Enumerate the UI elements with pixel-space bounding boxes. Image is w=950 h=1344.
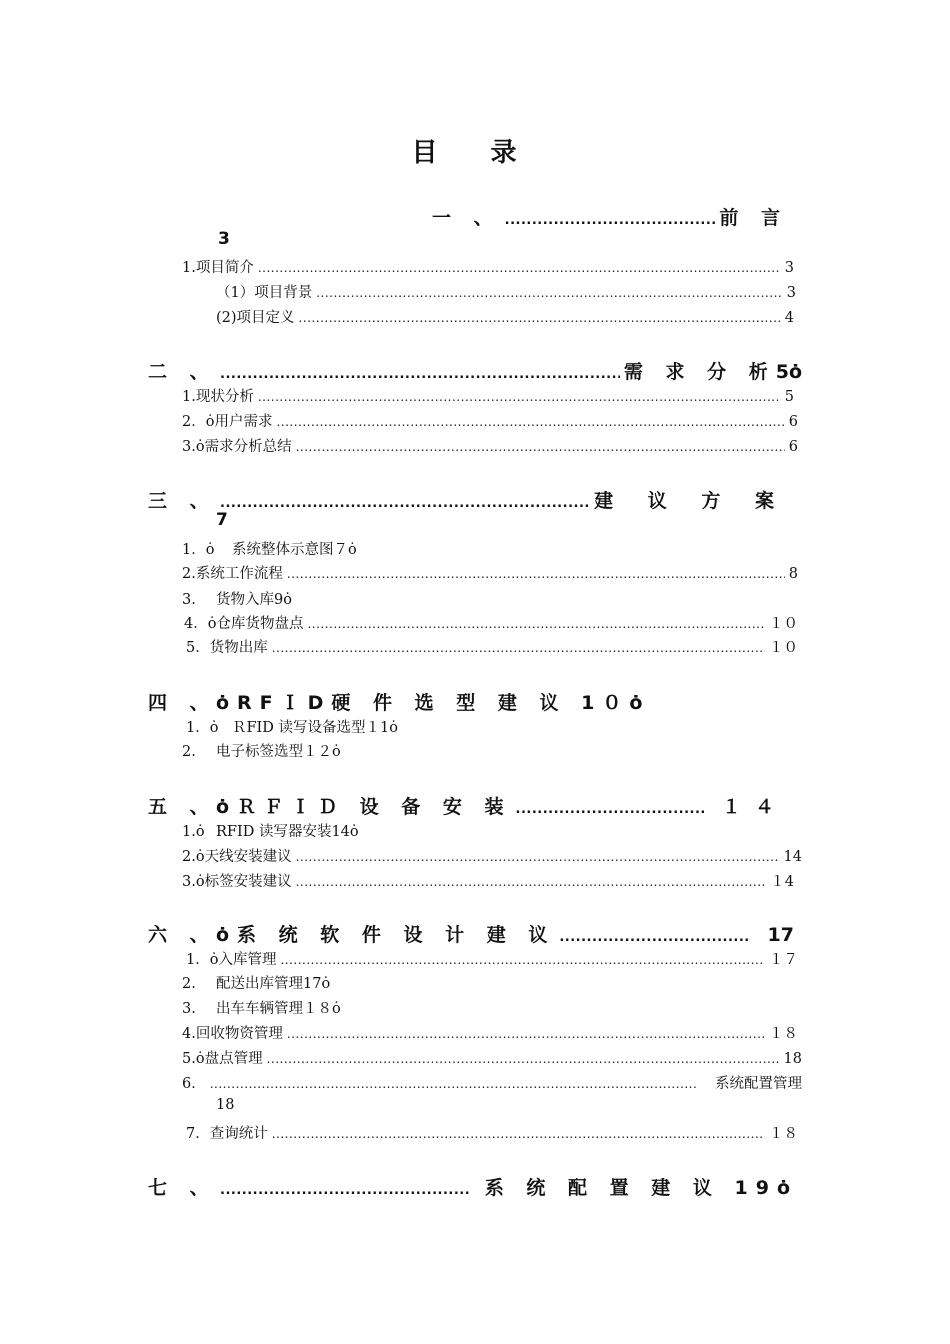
- item-page: １4: [770, 874, 794, 890]
- section-number: 三 、: [148, 490, 217, 512]
- dot-leader: [272, 640, 765, 656]
- item-number: 6．: [182, 1076, 206, 1092]
- toc-item[interactable]: [182, 385, 794, 406]
- item-number: 2.: [182, 566, 196, 582]
- section-title: ȯRFＩD硬 件 选 型 建 议 1０ȯ: [216, 692, 651, 714]
- toc-item[interactable]: [182, 1072, 802, 1093]
- item-page: 18: [216, 1097, 235, 1113]
- section-title: 需 求 分 析: [623, 361, 776, 383]
- section-number: 六 、: [148, 924, 217, 946]
- dot-leader: [210, 1076, 697, 1092]
- item-title: 出车车辆管理１８ȯ: [216, 1001, 341, 1017]
- dot-leader: [258, 389, 781, 405]
- item-page: 18: [783, 1051, 802, 1067]
- section-page: １４: [721, 796, 788, 818]
- dot-leader: [307, 616, 765, 632]
- item-page: 4: [784, 310, 794, 326]
- item-number: 1．ȯ: [186, 952, 219, 968]
- item-title: 需求分析总结: [204, 439, 292, 455]
- item-title: 货物出库: [209, 640, 268, 656]
- toc-item[interactable]: [216, 281, 796, 302]
- toc-item[interactable]: [182, 845, 802, 866]
- item-title: 回收物资管理: [195, 1026, 283, 1042]
- toc-item[interactable]: [184, 612, 798, 633]
- toc-section-4[interactable]: [148, 688, 650, 715]
- item-title: 现状分析: [195, 389, 254, 405]
- toc-item[interactable]: [186, 636, 798, 657]
- toc-item[interactable]: [182, 588, 292, 609]
- item-page: 6: [788, 439, 798, 455]
- item-number: 1.: [182, 389, 196, 405]
- section-title: 建 议 方 案: [594, 490, 788, 512]
- item-number: 1．ȯ: [182, 542, 215, 558]
- section-page: 3: [218, 229, 230, 249]
- toc-item[interactable]: [182, 1047, 802, 1068]
- toc-item[interactable]: [182, 820, 359, 841]
- dot-leader: [296, 439, 785, 455]
- item-title: 配送出库管理17ȯ: [216, 976, 331, 992]
- item-number: 5.ȯ: [182, 1051, 205, 1067]
- dot-leader: [280, 952, 765, 968]
- item-title: 仓库货物盘点: [216, 616, 304, 632]
- section-number: 四 、: [148, 692, 217, 714]
- item-number: 2.ȯ: [182, 849, 205, 865]
- toc-item[interactable]: [182, 256, 794, 277]
- toc-item[interactable]: [182, 562, 798, 583]
- section-page: 17: [767, 924, 794, 946]
- item-number: 7．: [186, 1126, 210, 1142]
- item-page: 8: [788, 566, 798, 582]
- dot-leader: [287, 1026, 765, 1042]
- item-title: 货物入库9ȯ: [216, 592, 292, 608]
- item-page: １８: [769, 1126, 798, 1142]
- item-title: 项目定义: [236, 310, 295, 326]
- item-title: 标签安装建议: [204, 874, 292, 890]
- toc-item[interactable]: [186, 948, 798, 969]
- item-number: 1．ȯ: [186, 720, 219, 736]
- item-title: 入库管理: [218, 952, 277, 968]
- item-number: 3.: [182, 592, 196, 608]
- item-title: 项目简介: [195, 260, 254, 276]
- dot-leader: [267, 1051, 780, 1067]
- item-page: 6: [788, 414, 798, 430]
- toc-item[interactable]: [182, 740, 341, 761]
- item-number: 4.: [182, 1026, 196, 1042]
- item-title: RFID 读写器安装14ȯ: [216, 824, 359, 840]
- item-number: 1.: [182, 260, 196, 276]
- item-number: 3.ȯ: [182, 874, 205, 890]
- item-number: （1）: [216, 285, 255, 301]
- item-number: 2.: [182, 744, 196, 760]
- item-page: 3: [784, 260, 794, 276]
- toc-item[interactable]: [186, 716, 398, 737]
- item-title: 项目背景: [254, 285, 313, 301]
- item-title: 用户需求: [214, 414, 273, 430]
- item-number: 3.: [182, 1001, 196, 1017]
- item-number: 3.ȯ: [182, 439, 205, 455]
- toc-section-3[interactable]: [148, 486, 788, 513]
- toc-item[interactable]: [182, 435, 798, 456]
- item-number: 4．ȯ: [184, 616, 217, 632]
- dot-leader: [316, 285, 783, 301]
- toc-item[interactable]: [186, 1122, 798, 1143]
- toc-section-5[interactable]: [148, 792, 788, 819]
- item-page: １８: [769, 1026, 798, 1042]
- toc-item[interactable]: [182, 870, 794, 891]
- item-number: 1.ȯ: [182, 824, 205, 840]
- item-page: １０: [769, 616, 798, 632]
- item-title: 系统工作流程: [195, 566, 283, 582]
- toc-item[interactable]: [182, 997, 341, 1018]
- section-page: 7: [216, 510, 228, 530]
- item-number: 2．ȯ: [182, 414, 215, 430]
- section-page: 5ȯ: [775, 361, 802, 383]
- page-title: 目 录: [411, 138, 539, 168]
- item-number: 5．: [186, 640, 210, 656]
- dot-leader: [272, 1126, 765, 1142]
- toc-item[interactable]: [182, 538, 357, 559]
- dot-leader: [220, 490, 590, 512]
- item-title: 系统整体示意图７ȯ: [232, 542, 357, 558]
- dot-leader: [516, 796, 704, 818]
- dot-leader: [296, 849, 780, 865]
- toc-item[interactable]: [182, 410, 798, 431]
- toc-item[interactable]: [216, 306, 794, 327]
- item-title: 天线安装建议: [204, 849, 292, 865]
- item-page: １０: [769, 640, 798, 656]
- item-title: 电子标签选型１２ȯ: [216, 744, 341, 760]
- section-number: 二 、: [148, 361, 217, 383]
- toc-item[interactable]: [182, 1022, 798, 1043]
- section-number: 七 、: [148, 1177, 217, 1199]
- item-number: 2.: [182, 976, 196, 992]
- section-number: 一 、: [432, 207, 501, 229]
- item-title: 盘点管理: [204, 1051, 263, 1067]
- item-title: 系统配置管理: [715, 1076, 802, 1092]
- section-title: ȯ系 统 软 件 设 计 建 议: [216, 924, 556, 946]
- item-number: (2): [216, 310, 237, 326]
- dot-leader: [220, 361, 620, 383]
- item-page: 14: [783, 849, 802, 865]
- section-title: 系 统 配 置 建 议 19ȯ: [484, 1177, 798, 1199]
- item-page: １７: [769, 952, 798, 968]
- item-title: 查询统计: [209, 1126, 268, 1142]
- toc-section-7[interactable]: [148, 1173, 798, 1200]
- item-page: 5: [784, 389, 794, 405]
- dot-leader: [220, 1177, 469, 1199]
- toc-section-6[interactable]: [148, 920, 794, 947]
- section-number: 五 、: [148, 796, 217, 818]
- dot-leader: [276, 414, 784, 430]
- dot-leader: [505, 207, 716, 229]
- toc-section-1[interactable]: [432, 203, 788, 230]
- section-title: 前 言: [719, 207, 788, 229]
- dot-leader: [258, 260, 781, 276]
- toc-item[interactable]: [182, 972, 330, 993]
- dot-leader: [296, 874, 767, 890]
- dot-leader: [287, 566, 785, 582]
- dot-leader: [559, 924, 749, 946]
- dot-leader: [299, 310, 781, 326]
- item-page: 3: [786, 285, 796, 301]
- toc-section-2[interactable]: [148, 357, 802, 384]
- item-title: ＲFID 读写设备选型１1ȯ: [232, 720, 398, 736]
- section-title: ȯＲＦＩＤ 设 备 安 装: [216, 796, 512, 818]
